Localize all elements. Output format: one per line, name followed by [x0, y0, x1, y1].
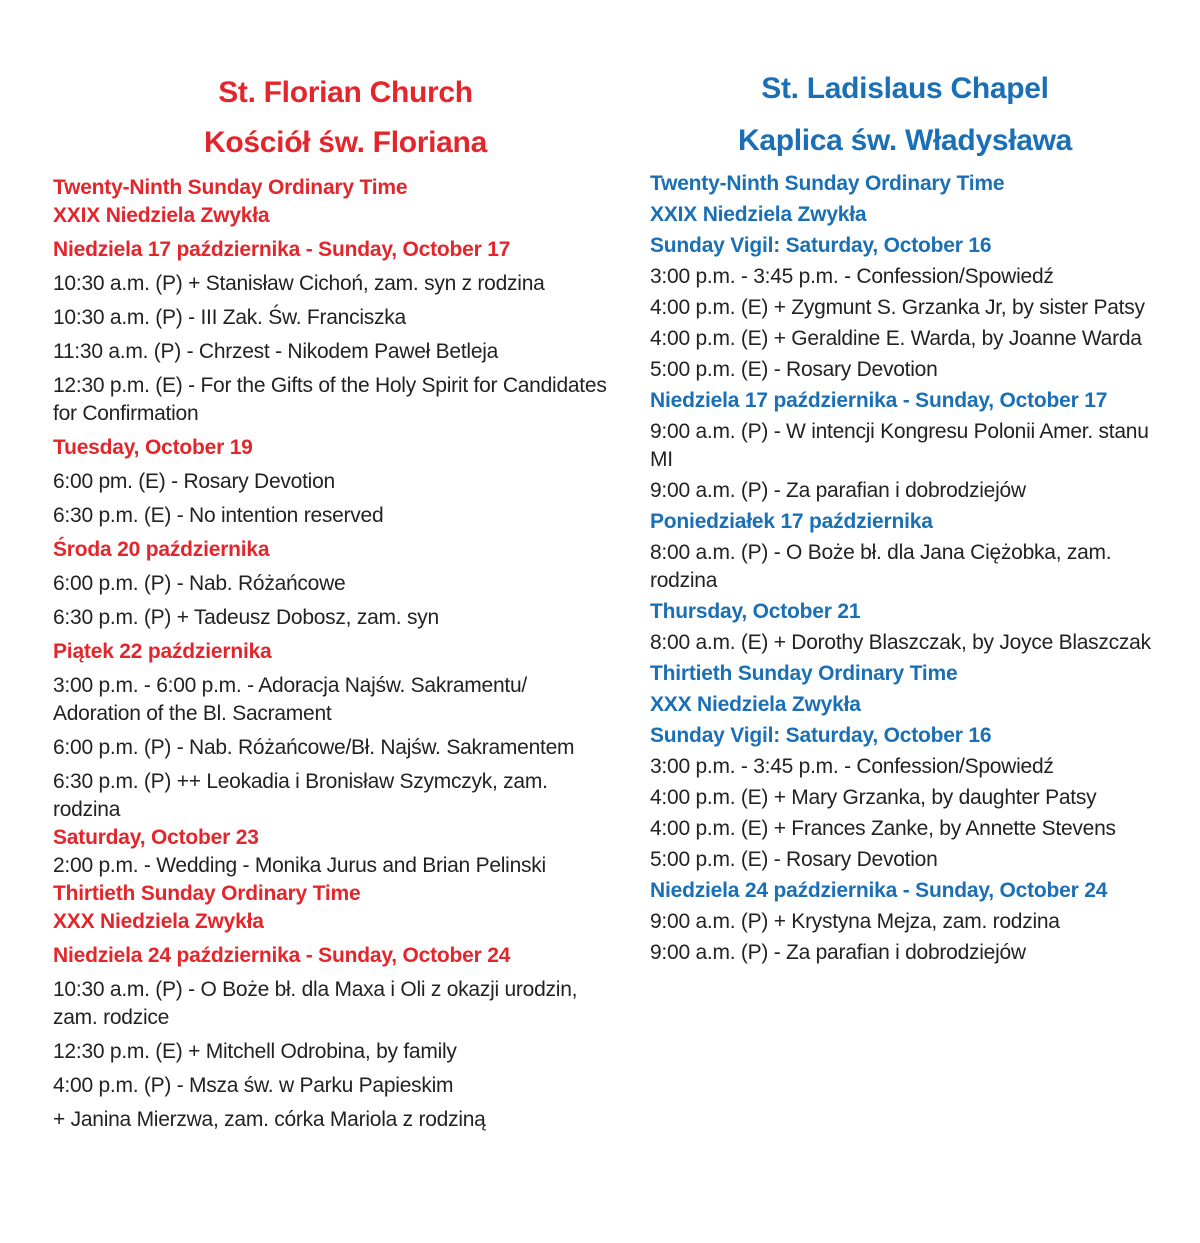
- mass-intention: 6:00 p.m. (P) - Nab. Różańcowe/Bł. Najśw. Sakramentem: [53, 736, 575, 759]
- mass-intention: 3:00 p.m. - 3:45 p.m. - Confession/Spowiedź: [650, 265, 1054, 288]
- mass-intention: 9:00 a.m. (P) + Krystyna Mejza, zam. rodzina: [650, 910, 1060, 933]
- st-florian-title: St. Florian Church: [218, 76, 473, 109]
- st-ladislaus-title-polish: Kaplica św. Władysława: [737, 124, 1073, 157]
- schedule-heading: Tuesday, October 19: [53, 436, 253, 459]
- schedule-heading: Thirtieth Sunday Ordinary Time: [650, 662, 958, 685]
- mass-intention: 3:00 p.m. - 6:00 p.m. - Adoracja Najśw. Sakramentu/ Adoration of the Bl. Sacrament: [53, 674, 527, 725]
- st-florian-mass-list: [53, 174, 608, 1134]
- schedule-heading: Piątek 22 października: [53, 640, 272, 663]
- mass-intention: 6:30 p.m. (E) - No intention reserved: [53, 504, 384, 527]
- mass-intention: 4:00 p.m. (E) + Frances Zanke, by Annette Stevens: [650, 817, 1116, 840]
- mass-intention: 8:00 a.m. (P) - O Boże bł. dla Jana Ciężobka, zam. rodzina: [650, 541, 1112, 592]
- schedule-heading: Poniedziałek 17 października: [650, 510, 933, 533]
- schedule-heading: XXIX Niedziela Zwykła: [53, 204, 270, 227]
- mass-intention: 6:30 p.m. (P) ++ Leokadia i Bronisław Szymczyk, zam. rodzina: [53, 770, 548, 821]
- mass-intention: 4:00 p.m. (P) - Msza św. w Parku Papieskim: [53, 1074, 454, 1097]
- mass-intention: 6:30 p.m. (P) + Tadeusz Dobosz, zam. syn: [53, 606, 439, 629]
- schedule-heading: Niedziela 17 października - Sunday, October 17: [650, 389, 1108, 412]
- mass-intention: 10:30 a.m. (P) - III Zak. Św. Franciszka: [53, 306, 406, 329]
- schedule-heading: XXX Niedziela Zwykła: [53, 910, 264, 933]
- mass-intention: 12:30 p.m. (E) + Mitchell Odrobina, by family: [53, 1040, 457, 1063]
- mass-intention: 6:00 p.m. (P) - Nab. Różańcowe: [53, 572, 346, 595]
- st-florian-title-polish: Kościół św. Floriana: [204, 126, 487, 159]
- mass-intention: 10:30 a.m. (P) + Stanisław Cichoń, zam. syn z rodzina: [53, 272, 545, 295]
- mass-intention: + Janina Mierzwa, zam. córka Mariola z rodziną: [53, 1108, 486, 1131]
- schedule-heading: Niedziela 24 października - Sunday, October 24: [650, 879, 1108, 902]
- schedule-heading: Sunday Vigil: Saturday, October 16: [650, 234, 992, 257]
- mass-intention: 4:00 p.m. (E) + Zygmunt S. Grzanka Jr, by sister Patsy: [650, 296, 1145, 319]
- schedule-heading: Saturday, October 23: [53, 826, 259, 849]
- mass-intention: 5:00 p.m. (E) - Rosary Devotion: [650, 848, 938, 871]
- schedule-heading: Sunday Vigil: Saturday, October 16: [650, 724, 992, 747]
- mass-intention: 4:00 p.m. (E) + Mary Grzanka, by daughter Patsy: [650, 786, 1097, 809]
- mass-intention: 12:30 p.m. (E) - For the Gifts of the Holy Spirit for Candidates for Confirmation: [53, 374, 607, 425]
- mass-intention: 8:00 a.m. (E) + Dorothy Blaszczak, by Joyce Blaszczak: [650, 631, 1151, 654]
- schedule-heading: Thirtieth Sunday Ordinary Time: [53, 882, 361, 905]
- schedule-heading: Niedziela 17 października - Sunday, October 17: [53, 238, 511, 261]
- mass-intention: 11:30 a.m. (P) - Chrzest - Nikodem Paweł Betleja: [53, 340, 499, 363]
- mass-intention: 10:30 a.m. (P) - O Boże bł. dla Maxa i Oli z okazji urodzin, zam. rodzice: [53, 978, 578, 1029]
- mass-intention: 9:00 a.m. (P) - W intencji Kongresu Polonii Amer. stanu MI: [650, 420, 1149, 471]
- schedule-heading: Środa 20 października: [53, 538, 270, 561]
- mass-intention: 2:00 p.m. - Wedding - Monika Jurus and Brian Pelinski: [53, 854, 546, 877]
- schedule-heading: XXIX Niedziela Zwykła: [650, 203, 867, 226]
- mass-intention: 3:00 p.m. - 3:45 p.m. - Confession/Spowiedź: [650, 755, 1054, 778]
- mass-intention: 9:00 a.m. (P) - Za parafian i dobrodziejów: [650, 479, 1026, 502]
- st-ladislaus-mass-list: [650, 170, 1160, 967]
- mass-intention: 5:00 p.m. (E) - Rosary Devotion: [650, 358, 938, 381]
- mass-intention: 9:00 a.m. (P) - Za parafian i dobrodziejów: [650, 941, 1026, 964]
- mass-intention: 4:00 p.m. (E) + Geraldine E. Warda, by Joanne Warda: [650, 327, 1142, 350]
- schedule-heading: Niedziela 24 października - Sunday, October 24: [53, 944, 511, 967]
- schedule-heading: XXX Niedziela Zwykła: [650, 693, 861, 716]
- st-ladislaus-title: St. Ladislaus Chapel: [761, 72, 1049, 105]
- mass-intention: 6:00 pm. (E) - Rosary Devotion: [53, 470, 335, 493]
- schedule-heading: Thursday, October 21: [650, 600, 861, 623]
- schedule-heading: Twenty-Ninth Sunday Ordinary Time: [650, 172, 1005, 195]
- schedule-heading: Twenty-Ninth Sunday Ordinary Time: [53, 176, 408, 199]
